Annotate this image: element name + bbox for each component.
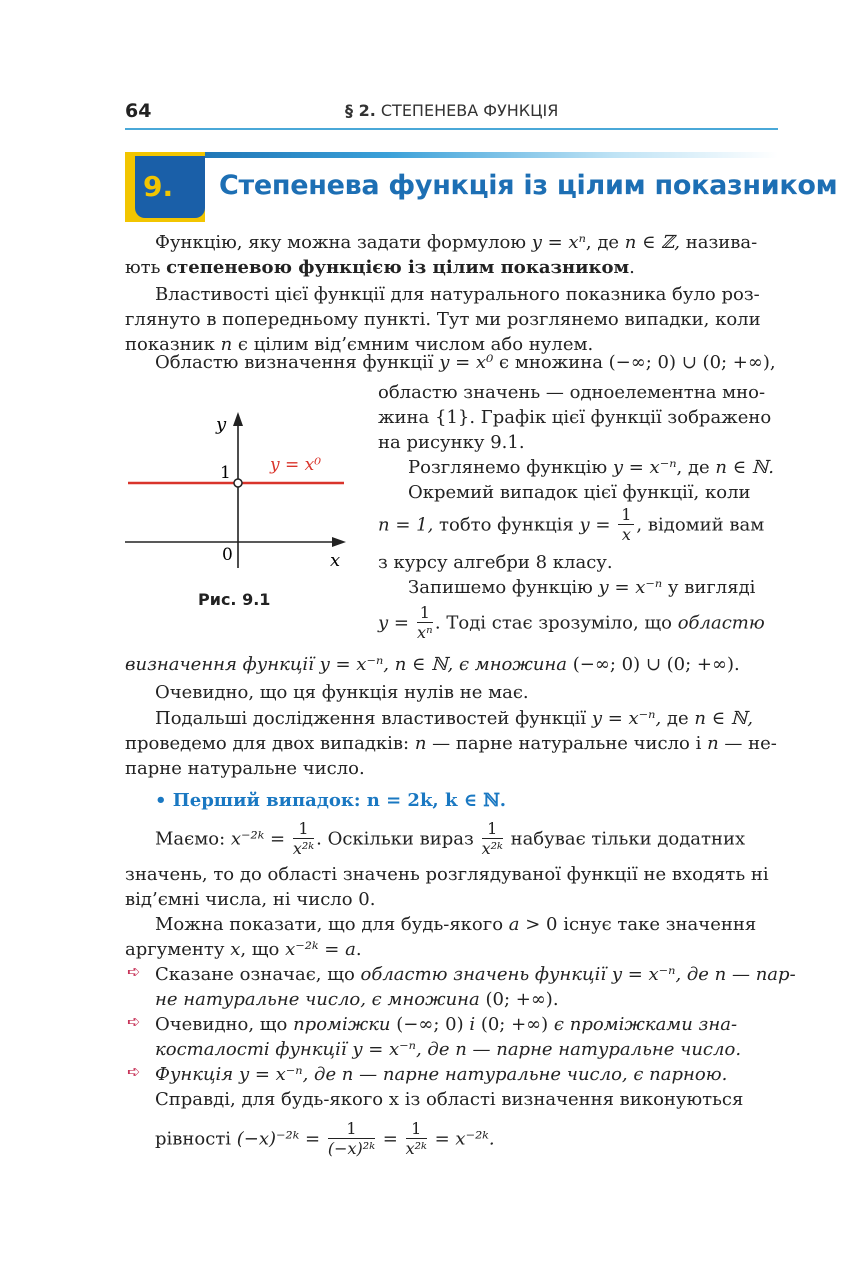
paragraph-line: з курсу алгебри 8 класу. <box>378 552 613 573</box>
paragraph-line: глянуто в попередньому пункті. Тут ми розглянемо випадки, коли <box>125 309 761 330</box>
origin-label: 0 <box>222 545 233 565</box>
paragraph-line: Очевидно, що проміжки (−∞; 0) і (0; +∞) є проміжками зна- <box>155 1014 738 1035</box>
section-number: 9. <box>143 170 174 203</box>
paragraph-line: жина {1}. Графік цієї функції зображено <box>378 407 772 428</box>
paragraph-line: ють степеневою функцією із цілим показником. <box>125 257 635 278</box>
page-number: 64 <box>125 100 152 122</box>
paragraph-line: не натуральне число, є множина (0; +∞). <box>155 989 559 1010</box>
fraction: $\frac{1}{\text{x²ᵏ}}$ <box>481 819 503 858</box>
x-axis-arrow <box>332 537 346 547</box>
figure-caption: Рис. 9.1 <box>198 590 271 609</box>
paragraph-line: Розглянемо функцію y = x⁻ⁿ, де n ∈ ℕ. <box>408 457 774 478</box>
paragraph-line: Функція y = x⁻ⁿ, де n — парне натуральне число, є парною. <box>155 1064 728 1085</box>
paragraph-line: Справді, для будь-якого x із області визначення виконуються <box>155 1089 744 1110</box>
section-prefix: § 2. <box>345 101 376 120</box>
figure-9-1 <box>120 400 360 580</box>
paragraph-line: рівності (−x)⁻²ᵏ = $\frac{1}{\text{(−x)²ᵏ}}$ = $\frac{1}{\text{x²ᵏ}}$ = x⁻²ᵏ. <box>155 1119 495 1158</box>
paragraph-line: Очевидно, що ця функція нулів не має. <box>155 682 529 703</box>
paragraph-line: областю значень — одноелементна мно- <box>378 382 766 403</box>
paragraph-line: n = 1, тобто функція y = $\frac{1}{x}$ , відомий вам <box>378 505 765 544</box>
paragraph-line: Функцію, яку можна задати формулою y = xⁿ, де n ∈ ℤ, називa- <box>155 232 758 253</box>
fraction: $\frac{1}{\text{(−x)²ᵏ}}$ <box>327 1119 376 1158</box>
paragraph-line: Подальші дослідження властивостей функції y = x⁻ⁿ, де n ∈ ℕ, <box>155 708 753 729</box>
paragraph-line: Можна показати, що для будь-якого a > 0 існує таке значення <box>155 914 757 935</box>
paragraph-line: Областю визначення функції y = x⁰ є множина (−∞; 0) ∪ (0; +∞), <box>155 352 776 373</box>
paragraph-line: визначення функції y = x⁻ⁿ, n ∈ ℕ, є множина (−∞; 0) ∪ (0; +∞). <box>125 654 740 675</box>
paragraph-line: Властивості цієї функції для натурального показника було роз- <box>155 284 760 305</box>
paragraph-line: парне натуральне число. <box>125 758 365 779</box>
paragraph-line: Запишемо функцію y = x⁻ⁿ у вигляді <box>408 577 756 598</box>
y-axis-label: y <box>216 414 227 435</box>
paragraph-line: Маємо: x⁻²ᵏ = $\frac{1}{\text{x²ᵏ}}$ . Оскільки вираз $\frac{1}{\text{x²ᵏ}}$ набуває тільки додатних <box>155 819 746 858</box>
y-axis-arrow <box>233 412 243 426</box>
case-heading: • Перший випадок: n = 2k, k ∈ ℕ. <box>155 790 507 811</box>
paragraph-line: Окремий випадок цієї функції, коли <box>408 482 751 503</box>
fraction: $\frac{1}{\text{x²ᵏ}}$ <box>405 1119 427 1158</box>
paragraph-line: показник n є цілим від’ємним числом або нулем. <box>125 334 594 355</box>
section-band <box>125 152 778 158</box>
section-running-title: СТЕПЕНЕВА ФУНКЦІЯ <box>380 101 559 120</box>
paragraph-line: косталості функції y = x⁻ⁿ, де n — парне натуральне число. <box>155 1039 742 1060</box>
section-title: Степенева функція із цілим показником <box>219 170 838 201</box>
x-axis-label: x <box>330 550 341 571</box>
bullet-marker-icon: ➪ <box>127 962 141 981</box>
curve-label: y = x⁰ <box>270 455 322 475</box>
bullet-marker-icon: ➪ <box>127 1012 141 1031</box>
tick-one-label: 1 <box>220 463 231 483</box>
paragraph-line: на рисунку 9.1. <box>378 432 525 453</box>
fraction: $\frac{1}{\text{xⁿ}}$ <box>417 603 433 642</box>
bullet-marker-icon: ➪ <box>127 1062 141 1081</box>
paragraph-line: y = $\frac{1}{\text{xⁿ}}$ . Тоді стає зрозуміло, що областю <box>378 603 765 642</box>
paragraph-line: значень, то до області значень розглядуваної функції не входять ні <box>125 864 769 885</box>
paragraph-line: Сказане означає, що областю значень функції y = x⁻ⁿ, де n — пар- <box>155 964 796 985</box>
fraction: $\frac{1}{\text{x²ᵏ}}$ <box>292 819 315 858</box>
fraction: $\frac{1}{x}$ <box>618 506 634 545</box>
hollow-point <box>234 479 242 487</box>
paragraph-line: проведемо для двох випадків: n — парне натуральне число і n — не- <box>125 733 777 754</box>
paragraph-line: аргументу x, що x⁻²ᵏ = a. <box>125 939 362 960</box>
running-head <box>345 101 558 120</box>
paragraph-line: від’ємні числа, ні число 0. <box>125 889 376 910</box>
header-rule <box>125 128 778 130</box>
